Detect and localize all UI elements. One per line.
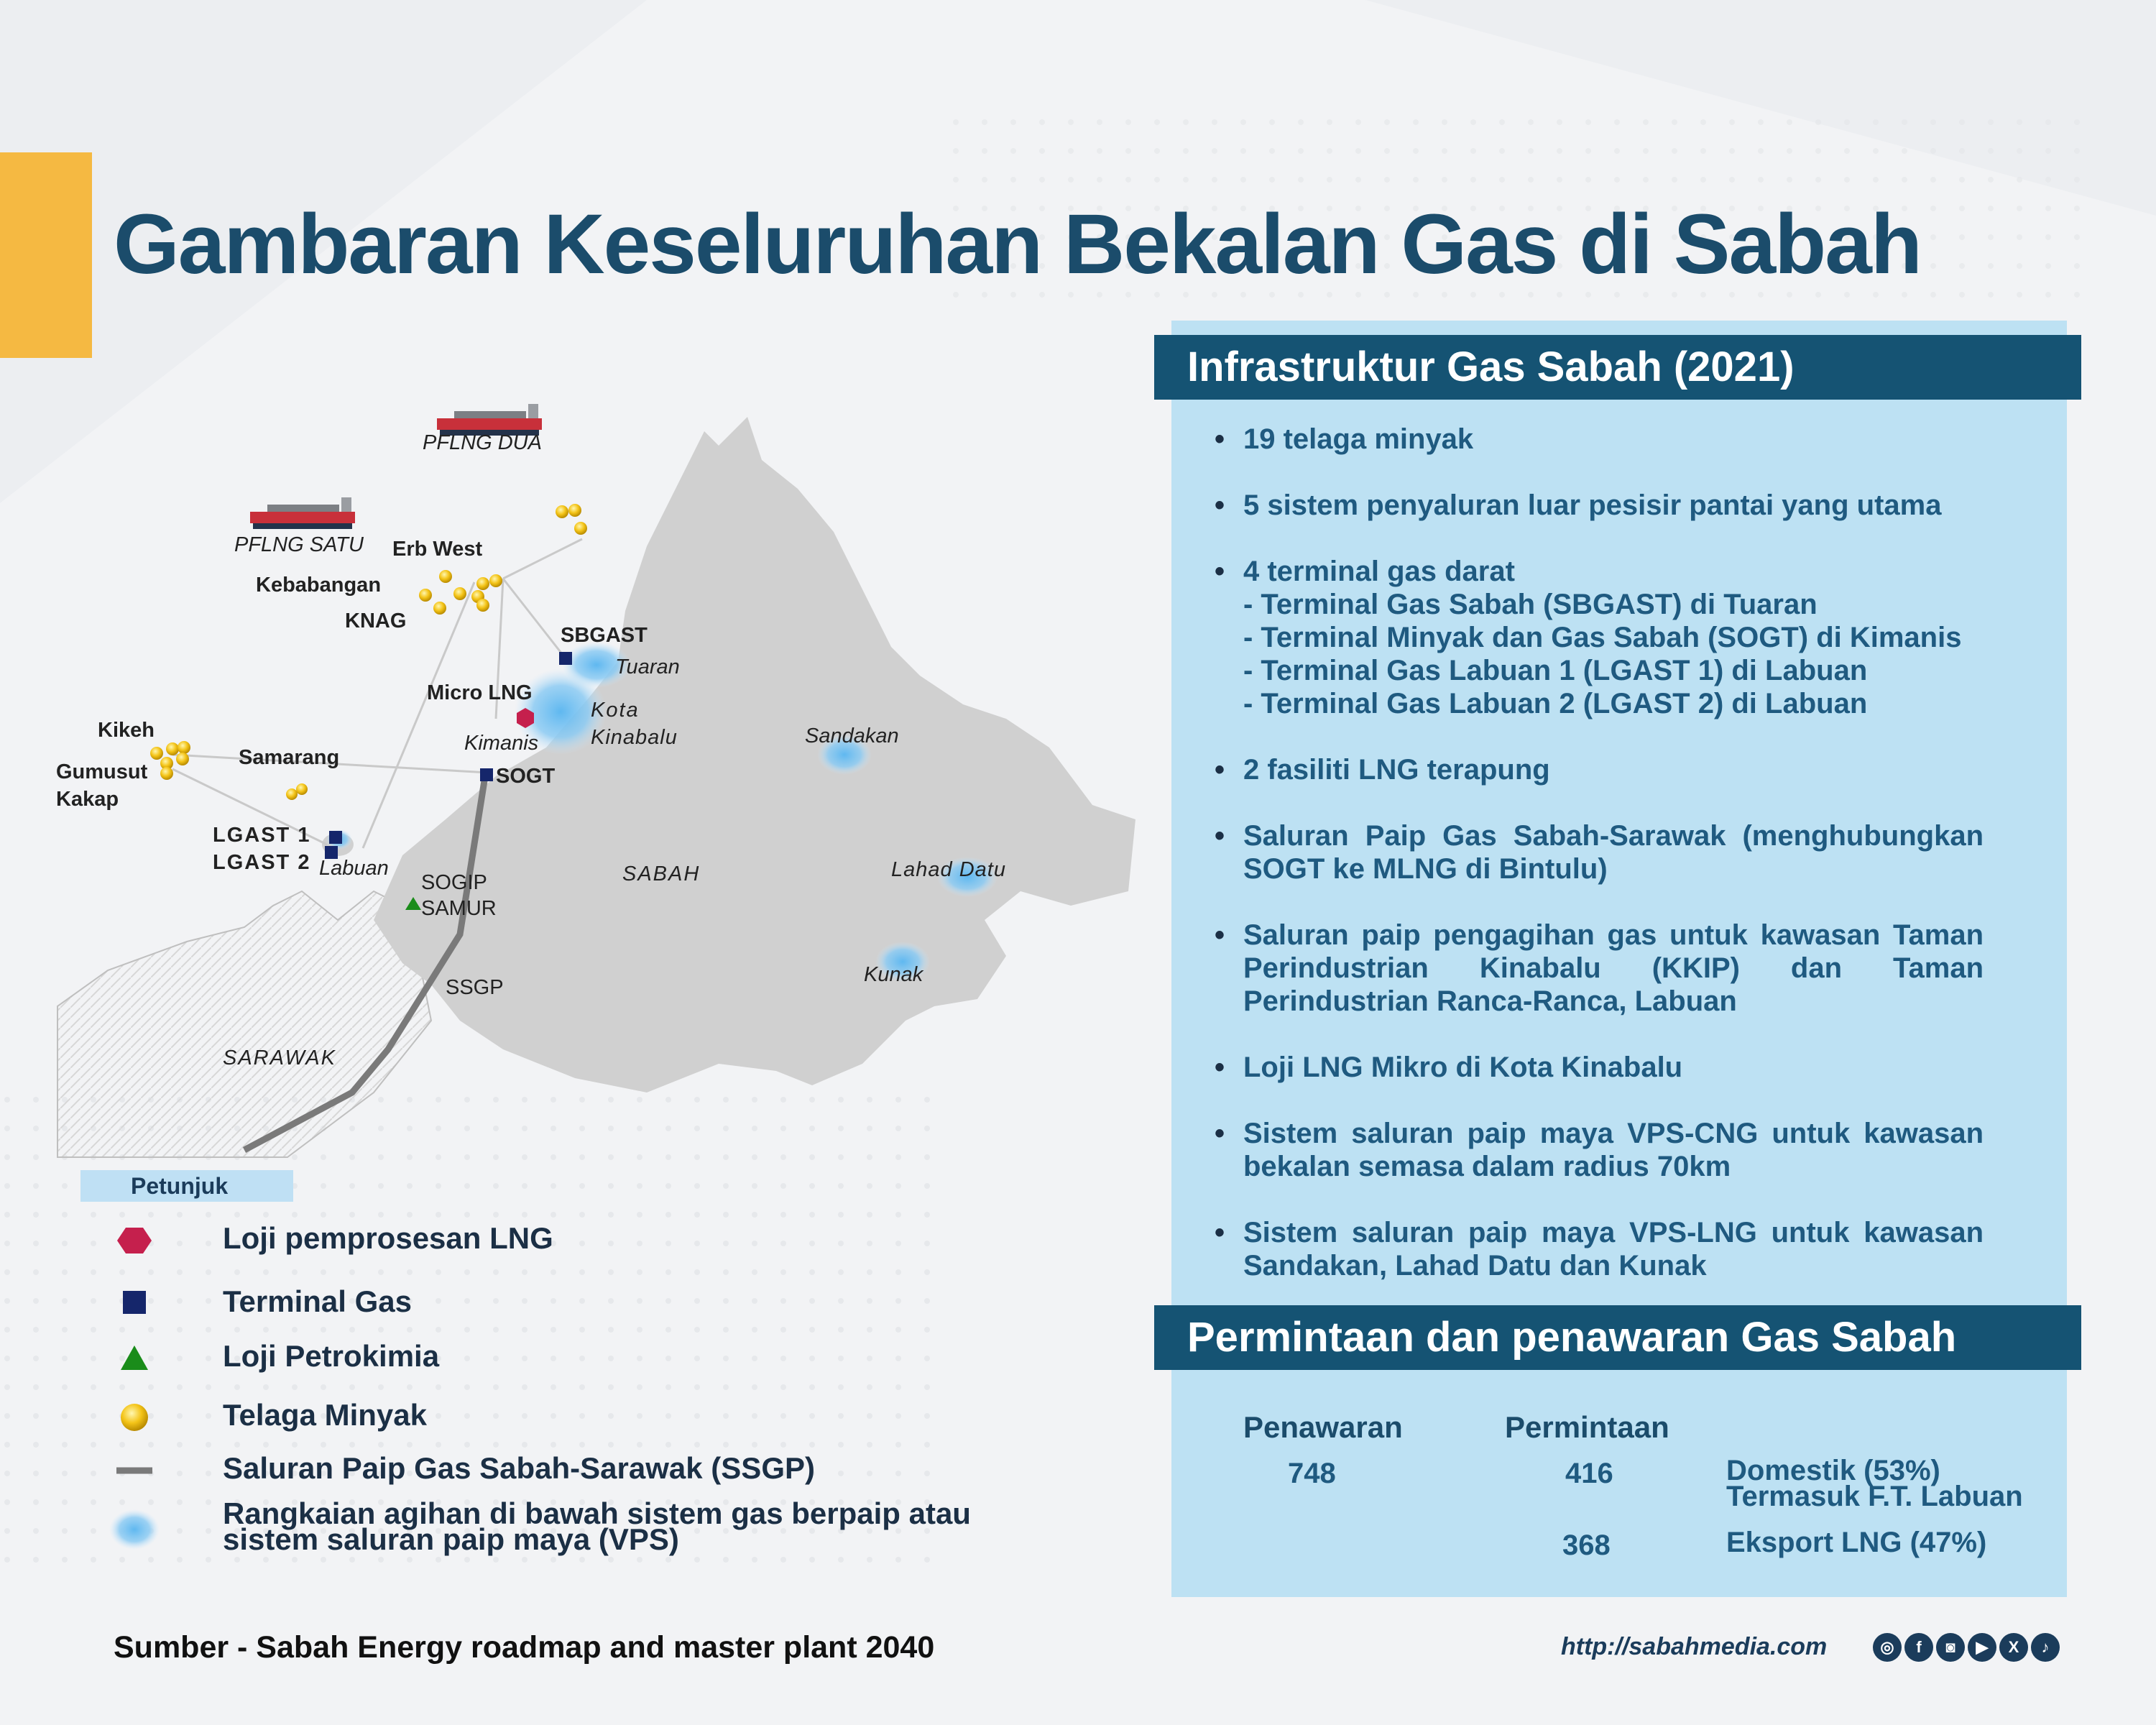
domestic-label [1726,1455,2023,1512]
social-icons [1873,1633,2060,1666]
legend-label-petrochemical: Loji Petrokimia [223,1339,440,1373]
terminal-item: - Terminal Gas Sabah (SBGAST) di Tuaran [1243,589,1818,620]
x-icon[interactable]: X [1999,1633,2028,1662]
label-kunak: Kunak [864,963,923,986]
gas-map [0,374,1179,1164]
export-label: Eksport LNG (47%) [1726,1527,1987,1558]
legend-label-distribution-line2: sistem saluran paip maya (VPS) [223,1522,679,1556]
hexagon-icon [116,1225,152,1256]
label-sbgast: SBGAST [561,624,648,647]
facebook-icon[interactable]: f [1904,1633,1933,1662]
label-kinabalu: Kinabalu [591,726,678,749]
infra-bullet [1215,489,1984,522]
dribbble-icon[interactable]: ◎ [1873,1633,1902,1662]
label-sandakan: Sandakan [805,724,899,748]
infra-bullet [1215,1117,1984,1183]
oil-well-icon [116,1402,152,1433]
website-link[interactable]: http://sabahmedia.com [1561,1633,1828,1660]
oil-well-cluster-samarang [286,783,308,800]
legend-item-ssgp [116,1449,979,1492]
label-pflng-satu: PFLNG SATU [234,533,364,556]
infra-bullet [1215,555,1984,720]
label-kimanis: Kimanis [464,732,539,755]
legend-title: Petunjuk [80,1170,293,1202]
demand-export-value: 368 [1562,1530,1611,1561]
terminal-item: - Terminal Gas Labuan 1 (LGAST 1) di Labuan [1243,655,1868,686]
triangle-icon [116,1343,152,1374]
legend-label-distribution-line1: Rangkaian agihan di bawah sistem gas berpaip atau [223,1496,971,1530]
label-tuaran: Tuaran [615,656,680,678]
legend-label-ssgp: Saluran Paip Gas Sabah-Sarawak (SSGP) [223,1451,815,1485]
infra-bullet-text: 5 sistem penyaluran luar pesisir pantai yang utama [1243,489,1942,521]
infra-bullet-list [1215,423,1984,1282]
legend-item-oil-well [116,1396,979,1439]
map-canvas [0,374,1179,1164]
label-sabah: SABAH [622,862,701,886]
accent-bar [0,152,92,358]
legend-item-petrochemical [116,1337,979,1380]
sarawak-region [57,891,431,1157]
label-pflng-dua: PFLNG DUA [423,431,542,454]
infra-bullet [1215,753,1984,786]
terminal-item: - Terminal Minyak dan Gas Sabah (SOGT) di Kimanis [1243,622,1962,653]
legend-label-gas-terminal: Terminal Gas [223,1284,412,1318]
distribution-blob-icon [109,1508,160,1551]
legend-label-lng-plant: Loji pemprosesan LNG [223,1221,553,1255]
legend-item-gas-terminal [116,1282,979,1325]
infra-bullet [1215,423,1984,456]
infra-bullet-text: Loji LNG Mikro di Kota Kinabalu [1243,1052,1683,1083]
label-lahad-datu: Lahad Datu [891,858,1006,881]
label-labuan: Labuan [319,857,389,880]
square-icon [116,1288,152,1320]
col-supply-header: Penawaran [1243,1410,1403,1444]
infra-bullet-text: Saluran Paip Gas Sabah-Sarawak (menghubungkan SOGT ke MLNG di Bintulu) [1243,820,1984,885]
legend-label-oil-well: Telaga Minyak [223,1398,427,1432]
infra-bullet [1215,1051,1984,1084]
label-micro-lng: Micro LNG [427,681,533,704]
domestic-label-text: Domestik (53%) [1726,1455,1940,1486]
legend-label-distribution [223,1496,971,1556]
label-kikeh: Kikeh [98,719,155,742]
supply-heading: Permintaan dan penawaran Gas Sabah [1154,1305,2081,1370]
terminal-sbgast [559,652,572,665]
infra-bullet-text: Sistem saluran paip maya VPS-CNG untuk kawasan bekalan semasa dalam radius 70km [1243,1118,1984,1182]
ship-pflng-satu [250,497,355,529]
infra-bullet [1215,919,1984,1018]
label-samur: SAMUR [421,897,497,920]
infra-bullet [1215,819,1984,886]
label-samarang: Samarang [239,746,340,769]
youtube-icon[interactable]: ▶ [1968,1633,1996,1662]
infra-bullet-text: 4 terminal gas darat [1243,556,1515,587]
terminal-sogt [480,768,493,781]
col-demand-header: Permintaan [1505,1410,1669,1444]
label-kota: Kota [591,699,640,722]
label-ssgp: SSGP [446,976,504,999]
label-erb-west: Erb West [392,538,483,561]
label-lgast2: LGAST 2 [213,851,311,874]
label-sogip: SOGIP [421,871,487,894]
infra-bullet-text: 2 fasiliti LNG terapung [1243,754,1550,786]
oil-well-cluster-kebabangan [419,570,502,615]
label-sogt: SOGT [496,765,556,788]
label-kakap: Kakap [56,788,119,811]
demand-domestic-value: 416 [1565,1458,1613,1489]
label-sarawak: SARAWAK [223,1046,336,1070]
label-lgast1: LGAST 1 [213,824,311,847]
oil-well-cluster-north [556,504,587,535]
infra-bullet-text: Saluran paip pengagihan gas untuk kawasan Taman Perindustrian Kinabalu (KKIP) dan Taman Perindustrian Ranca-Ranca, Labuan [1243,919,1984,1017]
terminal-lgast1 [329,831,342,844]
terminal-item: - Terminal Gas Labuan 2 (LGAST 2) di Labuan [1243,688,1868,719]
source-note: Sumber - Sabah Energy roadmap and master plant 2040 [114,1630,935,1665]
tiktok-icon[interactable]: ♪ [2031,1633,2060,1662]
domestic-note-text: Termasuk F.T. Labuan [1726,1481,2023,1512]
infra-heading: Infrastruktur Gas Sabah (2021) [1154,335,2081,400]
legend-item-lng-plant [116,1219,979,1262]
infra-bullet [1215,1216,1984,1282]
pipeline-icon [116,1455,152,1486]
infra-bullet-text: Sistem saluran paip maya VPS-LNG untuk kawasan Sandakan, Lahad Datu dan Kunak [1243,1217,1984,1282]
infra-bullet-text: 19 telaga minyak [1243,423,1474,455]
legend [80,1170,979,1573]
legend-item-distribution [116,1496,979,1560]
page-title: Gambaran Keseluruhan Bekalan Gas di Sabah [114,197,1921,292]
label-knag: KNAG [345,610,407,632]
supply-value: 748 [1288,1458,1336,1489]
label-gumusut: Gumusut [56,760,148,783]
label-kebabangan: Kebabangan [256,574,382,597]
instagram-icon[interactable]: ◙ [1936,1633,1965,1662]
